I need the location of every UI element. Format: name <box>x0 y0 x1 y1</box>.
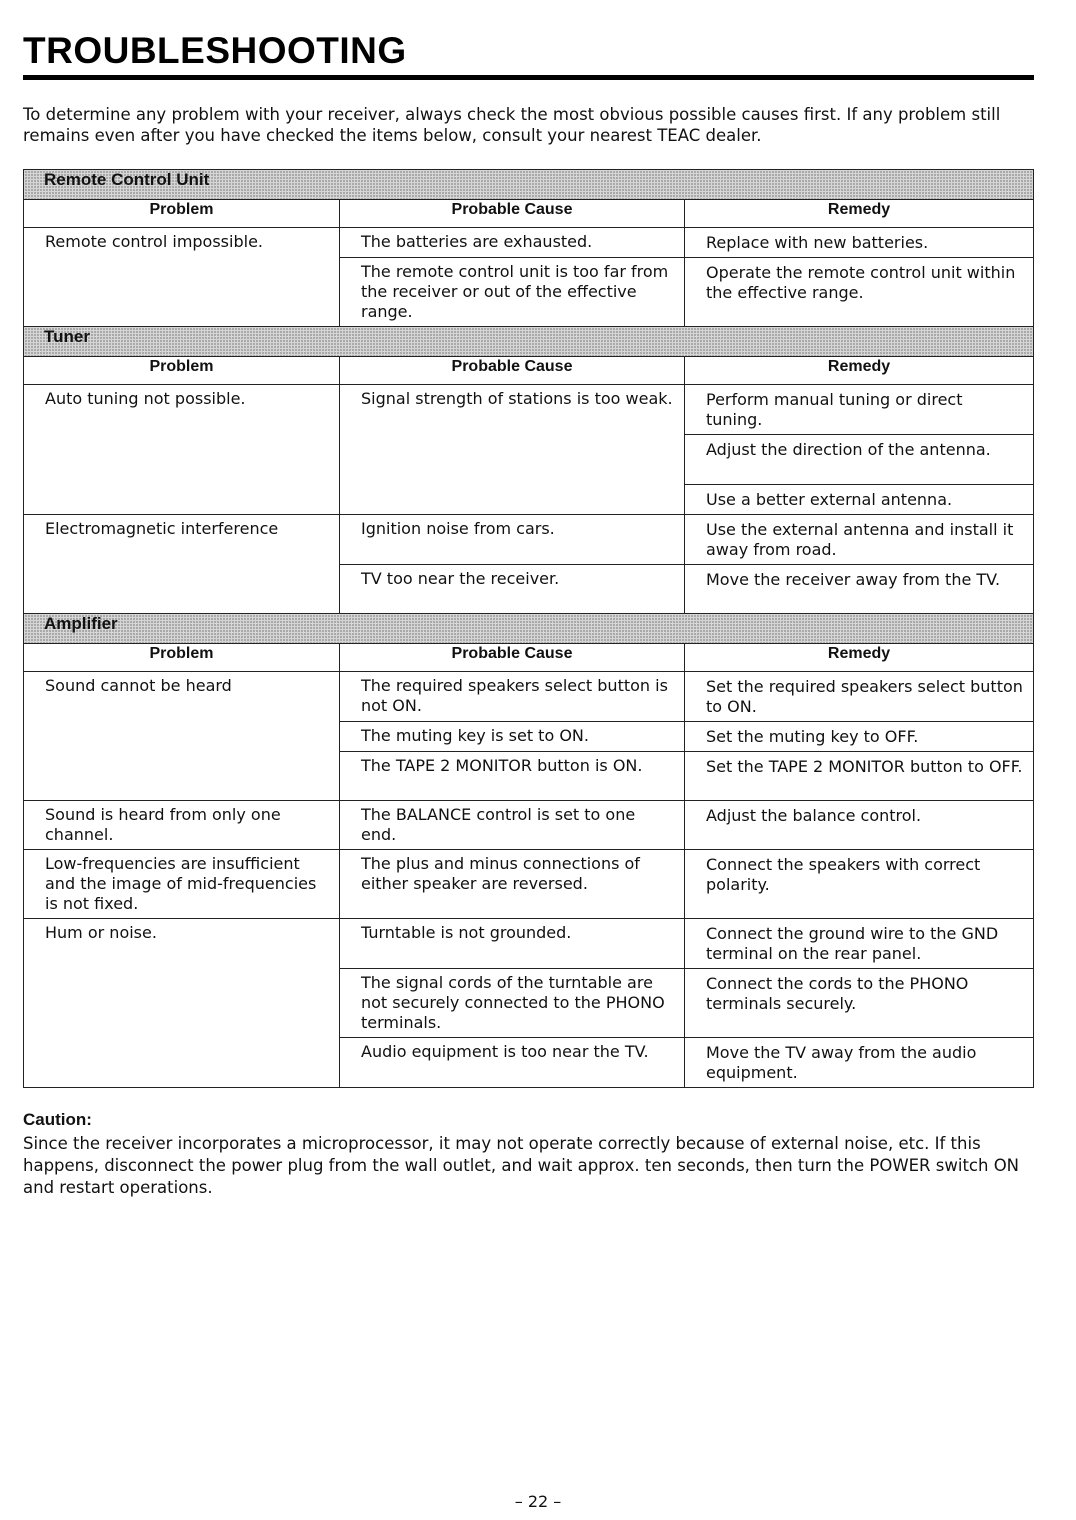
problem-cell: Low-frequencies are insufficient and the image of mid-frequencies is not fixed. <box>24 850 340 919</box>
problem-cell: Remote control impossible. <box>24 228 340 327</box>
cause-cell: The signal cords of the turntable are not securely connected to the PHONO terminals. <box>340 969 685 1038</box>
table-row <box>24 515 1034 565</box>
remedy-cell: Adjust the balance control. <box>685 801 1034 850</box>
section-header-remote <box>24 170 1034 200</box>
cause-cell: The plus and minus connections of either speaker are reversed. <box>340 850 685 919</box>
section-title: Remote Control Unit <box>24 170 1034 200</box>
table-row <box>24 385 1034 435</box>
remedy-cell: Replace with new batteries. <box>685 228 1034 258</box>
section-header-tuner <box>24 327 1034 357</box>
header-remedy: Remedy <box>685 644 1034 672</box>
header-remedy: Remedy <box>685 357 1034 385</box>
problem-cell: Hum or noise. <box>24 919 340 1088</box>
troubleshooting-table <box>23 169 1034 1088</box>
remedy-cell: Set the muting key to OFF. <box>685 722 1034 752</box>
table-row <box>24 672 1034 722</box>
column-header-row <box>24 644 1034 672</box>
caution-heading: Caution: <box>23 1110 92 1129</box>
remedy-cell: Set the TAPE 2 MONITOR button to OFF. <box>685 752 1034 801</box>
remedy-cell: Connect the cords to the PHONO terminals securely. <box>685 969 1034 1038</box>
column-header-row <box>24 357 1034 385</box>
caution-text: Since the receiver incorporates a microprocessor, it may not operate correctly because of external noise, etc. If this happens, disconnect the power plug from the wall outlet, and wait approx. ten seconds, then turn the POWER switch ON and restart operations. <box>23 1134 1020 1197</box>
header-remedy: Remedy <box>685 200 1034 228</box>
table-row <box>24 850 1034 919</box>
header-cause: Probable Cause <box>340 644 685 672</box>
remedy-cell: Move the TV away from the audio equipment. <box>685 1038 1034 1088</box>
remedy-cell: Adjust the direction of the antenna. <box>685 435 1034 485</box>
remedy-cell: Connect the speakers with correct polarity. <box>685 850 1034 919</box>
remedy-cell: Use the external antenna and install it away from road. <box>685 515 1034 565</box>
header-cause: Probable Cause <box>340 357 685 385</box>
section-header-amplifier <box>24 614 1034 644</box>
header-cause: Probable Cause <box>340 200 685 228</box>
remedy-cell: Perform manual tuning or direct tuning. <box>685 385 1034 435</box>
cause-cell: The BALANCE control is set to one end. <box>340 801 685 850</box>
problem-cell: Auto tuning not possible. <box>24 385 340 515</box>
title-rule <box>23 75 1034 80</box>
problem-cell: Sound cannot be heard <box>24 672 340 801</box>
intro-paragraph: To determine any problem with your receiver, always check the most obvious possible causes first. If any problem still remains even after you have checked the items below, consult your nearest TEAC dealer. <box>23 105 1001 145</box>
cause-cell: The remote control unit is too far from the receiver or out of the effective range. <box>340 258 685 327</box>
cause-cell: The required speakers select button is not ON. <box>340 672 685 722</box>
cause-cell: The batteries are exhausted. <box>340 228 685 258</box>
remedy-cell: Use a better external antenna. <box>685 485 1034 515</box>
header-problem: Problem <box>24 644 340 672</box>
column-header-row <box>24 200 1034 228</box>
cause-cell: Audio equipment is too near the TV. <box>340 1038 685 1088</box>
cause-cell: TV too near the receiver. <box>340 565 685 614</box>
cause-cell: Signal strength of stations is too weak. <box>340 385 685 515</box>
remedy-cell: Set the required speakers select button to ON. <box>685 672 1034 722</box>
remedy-cell: Operate the remote control unit within the effective range. <box>685 258 1034 327</box>
remedy-cell: Move the receiver away from the TV. <box>685 565 1034 614</box>
remedy-cell: Connect the ground wire to the GND terminal on the rear panel. <box>685 919 1034 969</box>
header-problem: Problem <box>24 357 340 385</box>
page-title: TROUBLESHOOTING <box>23 30 407 71</box>
cause-cell: The TAPE 2 MONITOR button is ON. <box>340 752 685 801</box>
page-number: – 22 – <box>514 1492 562 1511</box>
table-row <box>24 228 1034 258</box>
cause-cell: Ignition noise from cars. <box>340 515 685 565</box>
table-row <box>24 919 1034 969</box>
problem-cell: Electromagnetic interference <box>24 515 340 614</box>
section-title: Tuner <box>24 327 1034 357</box>
cause-cell: Turntable is not grounded. <box>340 919 685 969</box>
header-problem: Problem <box>24 200 340 228</box>
cause-cell: The muting key is set to ON. <box>340 722 685 752</box>
table-row <box>24 801 1034 850</box>
section-title: Amplifier <box>24 614 1034 644</box>
problem-cell: Sound is heard from only one channel. <box>24 801 340 850</box>
